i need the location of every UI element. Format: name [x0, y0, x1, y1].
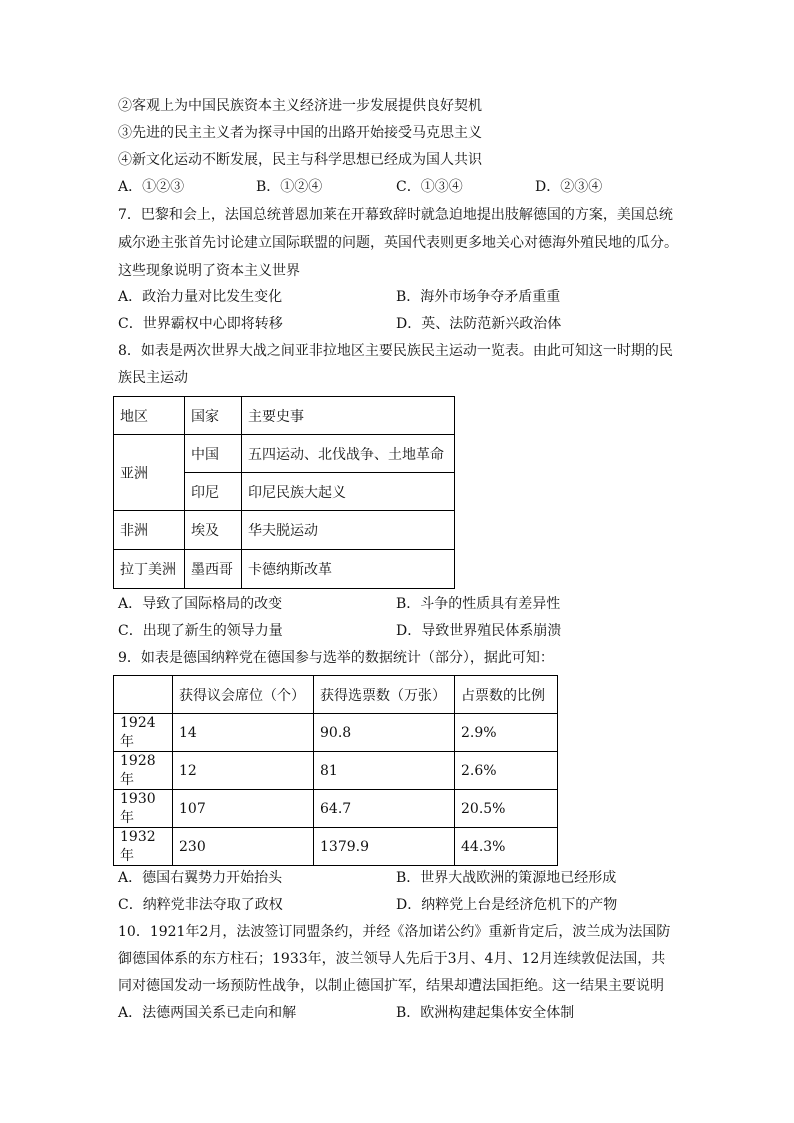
q9-option-a[interactable]: A．德国右翼势力开始抬头 — [118, 870, 283, 886]
q6-option-a[interactable]: A．①②③ — [118, 179, 185, 195]
q8-option-b[interactable]: B．斗争的性质具有差异性 — [396, 596, 561, 612]
q9-option-c[interactable]: C．纳粹党非法夺取了政权 — [118, 897, 283, 913]
table-cell: 2.6% — [455, 752, 558, 790]
q7-stem-line-3: 这些现象说明了资本主义世界 — [118, 263, 300, 279]
q9-table — [113, 675, 558, 866]
table-header-cell — [114, 676, 173, 714]
table-header-cell: 获得选票数（万张） — [314, 676, 455, 714]
q10-stem-line-2: 御德国体系的东方柱石；1933年，波兰领导人先后于3月、4月、12月连续敦促法国，共 — [118, 951, 666, 967]
q8-option-d[interactable]: D．导致世界殖民体系崩溃 — [396, 623, 562, 639]
table-header-cell: 主要史事 — [242, 397, 455, 435]
table-cell: 五四运动、北伐战争、土地革命 — [242, 435, 455, 473]
q7-option-c[interactable]: C．世界霸权中心即将转移 — [118, 316, 283, 332]
q6-option-c[interactable]: C．①③④ — [396, 179, 463, 195]
table-cell: 90.8 — [314, 714, 455, 752]
q9-option-b[interactable]: B．世界大战欧洲的策源地已经形成 — [396, 870, 617, 886]
q7-stem-line-2: 威尔逊主张首先讨论建立国际联盟的问题，英国代表则更多地关心对德海外殖民地的瓜分。 — [118, 235, 678, 251]
table-cell: 中国 — [185, 435, 242, 473]
table-cell: 埃及 — [185, 511, 242, 550]
table-cell: 107 — [173, 790, 314, 828]
table-cell: 1924年 — [114, 714, 173, 752]
table-header-cell: 占票数的比例 — [455, 676, 558, 714]
table-cell: 印尼 — [185, 473, 242, 511]
table-cell: 20.5% — [455, 790, 558, 828]
table-cell: 1930年 — [114, 790, 173, 828]
table-cell: 墨西哥 — [185, 550, 242, 589]
table-cell: 230 — [173, 828, 314, 866]
table-cell: 华夫脱运动 — [242, 511, 455, 550]
table-cell: 14 — [173, 714, 314, 752]
table-cell: 44.3% — [455, 828, 558, 866]
q6-option-b[interactable]: B．①②④ — [256, 179, 323, 195]
q10-stem-line-1: 10．1921年2月，法波签订同盟条约，并经《洛加诺公约》重新肯定后，波兰成为法国防 — [118, 924, 671, 940]
table-cell: 12 — [173, 752, 314, 790]
table-row — [114, 511, 455, 550]
table-row — [114, 397, 455, 435]
table-cell: 亚洲 — [114, 435, 185, 511]
table-row — [114, 435, 455, 473]
q6-statement-4: ④新文化运动不断发展，民主与科学思想已经成为国人共识 — [118, 152, 482, 168]
q7-option-a[interactable]: A．政治力量对比发生变化 — [118, 289, 283, 305]
table-row — [114, 714, 558, 752]
q8-option-a[interactable]: A．导致了国际格局的改变 — [118, 596, 283, 612]
table-header-cell: 获得议会席位（个） — [173, 676, 314, 714]
table-cell: 1379.9 — [314, 828, 455, 866]
table-cell: 拉丁美洲 — [114, 550, 185, 589]
q9-option-d[interactable]: D．纳粹党上台是经济危机下的产物 — [396, 897, 618, 913]
q6-statement-3: ③先进的民主主义者为探寻中国的出路开始接受马克思主义 — [118, 125, 482, 141]
q8-stem-line-2: 族民主运动 — [118, 370, 188, 386]
table-row — [114, 550, 455, 589]
q6-option-d[interactable]: D．②③④ — [535, 179, 603, 195]
q8-table — [113, 396, 455, 589]
q8-option-c[interactable]: C．出现了新生的领导力量 — [118, 623, 283, 639]
table-cell: 印尼民族大起义 — [242, 473, 455, 511]
q7-stem-line-1: 7．巴黎和会上，法国总统普恩加莱在开幕致辞时就急迫地提出肢解德国的方案，美国总统 — [118, 207, 673, 223]
q6-statement-2: ②客观上为中国民族资本主义经济进一步发展提供良好契机 — [118, 98, 482, 114]
table-cell: 1928年 — [114, 752, 173, 790]
q7-option-b[interactable]: B．海外市场争夺矛盾重重 — [396, 289, 561, 305]
q7-option-d[interactable]: D．英、法防范新兴政治体 — [396, 316, 562, 332]
table-cell: 1932年 — [114, 828, 173, 866]
table-header-cell: 国家 — [185, 397, 242, 435]
q8-stem-line-1: 8．如表是两次世界大战之间亚非拉地区主要民族民主运动一览表。由此可知这一时期的民 — [118, 343, 673, 359]
table-cell: 非洲 — [114, 511, 185, 550]
table-cell: 64.7 — [314, 790, 455, 828]
q10-stem-line-3: 同对德国发动一场预防性战争，以制止德国扩军，结果却遭法国拒绝。这一结果主要说明 — [118, 978, 664, 994]
table-header-cell: 地区 — [114, 397, 185, 435]
table-row — [114, 790, 558, 828]
q10-option-b[interactable]: B．欧洲构建起集体安全体制 — [396, 1005, 575, 1021]
table-cell: 81 — [314, 752, 455, 790]
table-row — [114, 752, 558, 790]
table-row — [114, 676, 558, 714]
table-row — [114, 828, 558, 866]
table-cell: 卡德纳斯改革 — [242, 550, 455, 589]
table-cell: 2.9% — [455, 714, 558, 752]
q9-stem: 9．如表是德国纳粹党在德国参与选举的数据统计（部分），据此可知： — [118, 650, 554, 666]
q10-option-a[interactable]: A．法德两国关系已走向和解 — [118, 1005, 297, 1021]
